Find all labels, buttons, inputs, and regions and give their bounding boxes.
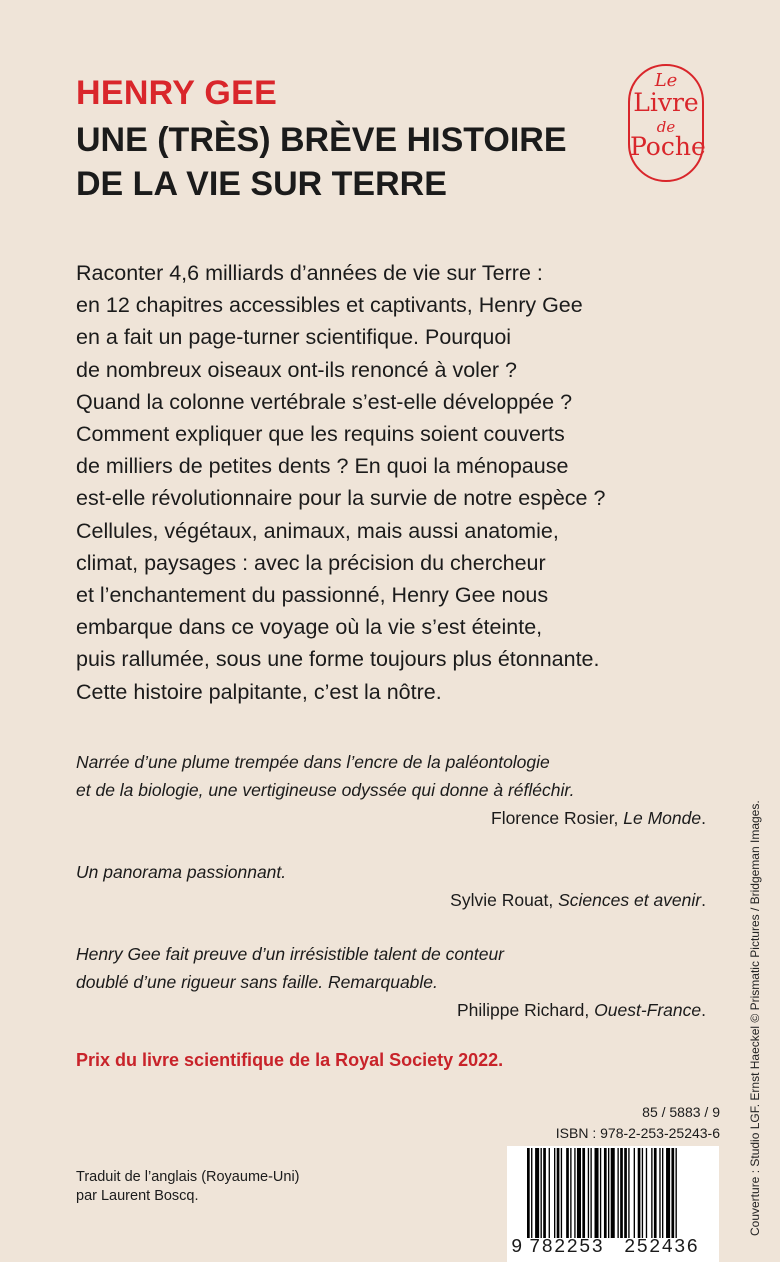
barcode-bar — [574, 1148, 575, 1238]
quote-source: Le Monde — [623, 808, 702, 828]
barcode-bar — [582, 1148, 585, 1238]
blurb-line: Cette histoire palpitante, c’est la nôtre. — [76, 679, 442, 704]
quote-attribution — [76, 886, 706, 914]
blurb-line: en 12 chapitres accessibles et captivants, Henry Gee — [76, 293, 583, 318]
cover-credit: Couverture : Studio LGF. Ernst Haeckel © Prismatic Pictures / Bridgeman Images. — [748, 800, 762, 1236]
quote-line: et de la biologie, une vertigineuse odyssée qui donne à réfléchir. — [76, 780, 575, 800]
barcode-bar — [527, 1148, 530, 1238]
author-name: HENRY GEE — [76, 74, 278, 112]
book-title — [76, 118, 567, 206]
barcode-bar — [554, 1148, 555, 1238]
barcode-right-digits: 252436 — [624, 1236, 700, 1258]
title-line: UNE (TRÈS) BRÈVE HISTOIRE — [76, 121, 567, 159]
barcode-bar — [634, 1148, 635, 1238]
barcode-bar — [557, 1148, 560, 1238]
blurb-line: en a fait un page-turner scientifique. Pourquoi — [76, 325, 512, 350]
quote-end: . — [701, 808, 706, 828]
quote-end: . — [701, 1000, 706, 1020]
blurb-line: Comment expliquer que les requins soient couverts — [76, 422, 565, 447]
barcode-bar — [666, 1148, 670, 1238]
quote-line: Narrée d’une plume trempée dans l’encre de la paléontologie — [76, 752, 550, 772]
catalog-code: 85 / 5883 / 9 — [642, 1104, 720, 1120]
quote-attribution — [76, 996, 706, 1024]
barcode-bar — [577, 1148, 581, 1238]
barcode-bar — [676, 1148, 677, 1238]
blurb-line: puis rallumée, sous une forme toujours plus étonnante. — [76, 647, 600, 672]
barcode-bar — [535, 1148, 539, 1238]
blurb-line: climat, paysages : avec la précision du chercheur — [76, 550, 546, 575]
blurb-line: Cellules, végétaux, animaux, mais aussi anatomie, — [76, 518, 559, 543]
barcode-bar — [654, 1148, 657, 1238]
barcode-bar — [662, 1148, 663, 1238]
barcode-bar — [590, 1148, 591, 1238]
blurb-line: et l’enchantement du passionné, Henry Gee nous — [76, 583, 549, 608]
barcode-bar — [646, 1148, 647, 1238]
barcode-bar — [617, 1148, 618, 1238]
barcode-bar — [570, 1148, 571, 1238]
barcode-bar — [595, 1148, 599, 1238]
quote-line: Henry Gee fait preuve d’un irrésistible talent de conteur — [76, 944, 505, 964]
logo-text: Le — [654, 70, 678, 91]
translation-line: Traduit de l’anglais (Royaume-Uni) — [76, 1169, 300, 1185]
barcode-bar — [651, 1148, 652, 1238]
book-blurb — [76, 257, 716, 708]
blurb-line: embarque dans ce voyage où la vie s’est éteinte, — [76, 615, 543, 640]
quote-source: Ouest-France — [594, 1000, 702, 1020]
barcode-bar — [604, 1148, 607, 1238]
isbn-number: ISBN : 978-2-253-25243-6 — [555, 1125, 720, 1141]
quote-source: Sciences et avenir — [558, 890, 702, 910]
barcode-bar — [561, 1148, 562, 1238]
barcode-first-digit: 9 — [511, 1236, 523, 1258]
quote-end: . — [701, 890, 706, 910]
translation-credit — [76, 1168, 300, 1206]
logo-text: Livre — [633, 88, 699, 117]
barcode-bar — [608, 1148, 609, 1238]
blurb-line: de nombreux oiseaux ont-ils renoncé à voler ? — [76, 357, 518, 382]
quote-author: Sylvie Rouat, — [450, 890, 559, 910]
barcode-bar — [549, 1148, 550, 1238]
quote-line: doublé d’une rigueur sans faille. Remarquable. — [76, 972, 438, 992]
quote-author: Florence Rosier, — [491, 808, 624, 828]
prize-line: Prix du livre scientifique de la Royal Society 2022. — [76, 1050, 504, 1070]
barcode-bar — [611, 1148, 615, 1238]
barcode-bar — [628, 1148, 629, 1238]
barcode-bar — [566, 1148, 569, 1238]
blurb-line: est-elle révolutionnaire pour la survie de notre espèce ? — [76, 486, 606, 511]
barcode-bar — [531, 1148, 532, 1238]
logo-text: de — [656, 118, 676, 136]
barcode-bars — [507, 1146, 719, 1246]
logo-text: Poche — [630, 132, 706, 161]
barcode-bar — [543, 1148, 546, 1238]
press-quote — [76, 940, 706, 1024]
blurb-line: Quand la colonne vertébrale s’est-elle développée ? — [76, 389, 573, 414]
blurb-line: Raconter 4,6 milliards d’années de vie sur Terre : — [76, 261, 543, 285]
press-quote — [76, 858, 706, 914]
barcode-bar — [671, 1148, 674, 1238]
barcode-bar — [638, 1148, 641, 1238]
barcode-bar — [624, 1148, 627, 1238]
press-quote — [76, 748, 706, 832]
blurb-line: de milliers de petites dents ? En quoi la ménopause — [76, 454, 569, 479]
barcode-bar — [600, 1148, 601, 1238]
barcode — [507, 1146, 719, 1262]
translation-line: par Laurent Boscq. — [76, 1188, 199, 1204]
barcode-bar — [642, 1148, 643, 1238]
barcode-bar — [620, 1148, 623, 1238]
barcode-bar — [588, 1148, 589, 1238]
publisher-logo — [628, 64, 704, 182]
quote-attribution — [76, 804, 706, 832]
title-line: DE LA VIE SUR TERRE — [76, 165, 447, 203]
barcode-bar — [659, 1148, 660, 1238]
barcode-left-digits: 782253 — [529, 1236, 605, 1258]
quote-author: Philippe Richard, — [456, 1000, 595, 1020]
quote-line: Un panorama passionnant. — [76, 862, 287, 882]
barcode-bar — [541, 1148, 542, 1238]
